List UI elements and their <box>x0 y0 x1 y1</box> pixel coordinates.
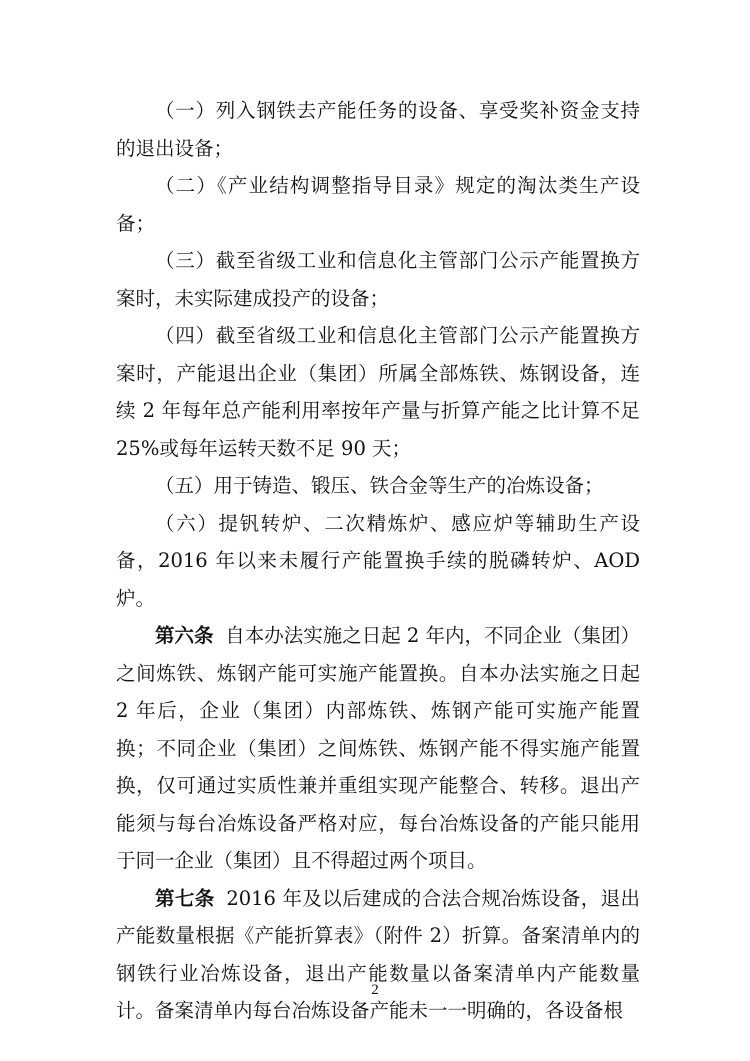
article-7 <box>116 880 640 1030</box>
article-7-label: 第七条 <box>155 886 215 910</box>
article-6-text: 自本办法实施之日起 2 年内，不同企业（集团）之间炼铁、炼钢产能可实施产能置换。自本办法实施之日起 2 年后，企业（集团）内部炼铁、炼钢产能可实施产能置换；不同企业（集团）之间炼铁、炼钢产能不得实施产能置换，仅可通过实质性兼并重组实现产能整合、转移。退出产能须与每台冶炼设备严格对应，每台冶炼设备的产能只能用于同一企业（集团）且不得超过两个项目。 <box>116 624 641 872</box>
article-6 <box>116 617 640 880</box>
list-item-5: （五）用于铸造、锻压、铁合金等生产的冶炼设备； <box>155 474 604 497</box>
list-item-1: （一）列入钢铁去产能任务的设备、享受奖补资金支持的退出设备； <box>116 99 640 160</box>
list-item-6: （六）提钒转炉、二次精炼炉、感应炉等辅助生产设备，2016 年以来未履行产能置换手续的脱磷转炉、AOD炉。 <box>116 511 640 610</box>
page-number: 2 <box>371 982 379 998</box>
list-item-2: （二）《产业结构调整指导目录》规定的淘汰类生产设备； <box>116 174 640 235</box>
article-7-text: 2016 年及以后建成的合法合规冶炼设备，退出产能数量根据《产能折算表》（附件 2）折算。备案清单内的钢铁行业冶炼设备，退出产能数量以备案清单内产能数量计。备案清单内每台冶炼设备产能未一一明确的，各设备根 <box>116 886 640 1022</box>
article-6-label: 第六条 <box>155 624 214 647</box>
document-body <box>116 92 640 1030</box>
list-item-4: （四）截至省级工业和信息化主管部门公示产能置换方案时，产能退出企业（集团）所属全部炼铁、炼钢设备，连续 2 年每年总产能利用率按年产量与折算产能之比计算不足 25%或每年运转天数不足 90 天； <box>116 324 640 460</box>
list-item-3: （三）截至省级工业和信息化主管部门公示产能置换方案时，未实际建成投产的设备； <box>116 249 640 310</box>
